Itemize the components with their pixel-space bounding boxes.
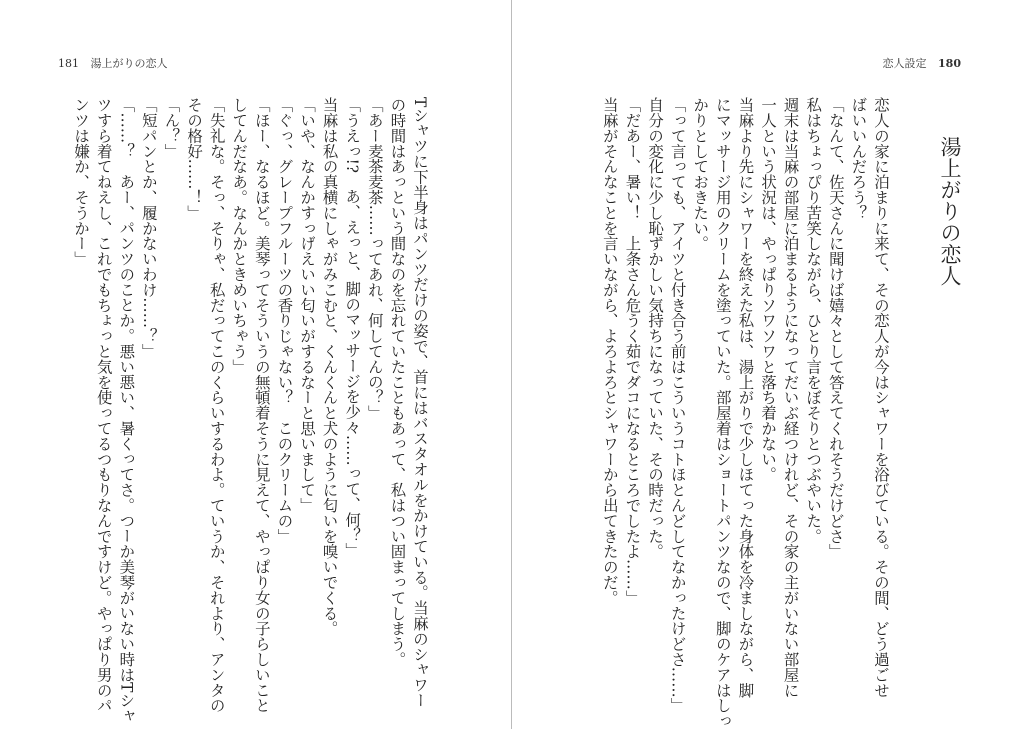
text-line: にマッサージ用のクリームを塗っていた。部屋着はショートパンツなので、脚のケアはしっ xyxy=(713,97,732,729)
text-line: ンツは嫌か、そうかー」 xyxy=(72,97,91,267)
text-line: ツすら着てねえし、これでもちょっと気を使ってるつもりなんですけど。やっぱり男のパ xyxy=(94,97,113,713)
text-line: Tシャツに下半身はパンツだけの姿で、首にはバスタオルをかけている。当麻のシャワー xyxy=(411,97,429,708)
text-line: ばいいんだろう？ xyxy=(849,97,868,221)
text-line: その格好……！」 xyxy=(185,97,204,221)
text-line: 当麻がそんなことを言いながら、よろよろとシャワーから出てきたのだ。 xyxy=(600,97,619,606)
left-page-body xyxy=(70,97,432,724)
text-line: 「ん？」 xyxy=(162,97,181,159)
text-line: 「……？ あー、パンツのことか。悪い悪い、暑くってさ。つーか美琴がいない時はTシャ xyxy=(117,97,136,724)
text-line: かりとしておきたい。 xyxy=(691,97,710,251)
text-line: 「なんて、佐天さんに聞けば嬉々として答えてくれそうだけどさ」 xyxy=(826,97,845,559)
right-page-body xyxy=(598,97,892,729)
text-line: 一人という状況は、やっぱりソワソワと落ち着かない。 xyxy=(759,97,778,482)
text-line: 「いや、なんかすっげえいい匂いがするなーと思いまして」 xyxy=(298,97,317,513)
text-line: 「って言っても、アイツと付き合う前はこういうコトほとんどしてなかったけどさ……」 xyxy=(668,97,687,713)
text-line: 当麻は私の真横にしゃがみこむと、くんくんと犬のように匂いを嗅いでくる。 xyxy=(320,97,339,636)
text-line: の時間はあっという間なのを忘れていたこともあって、私はつい固まってしまう。 xyxy=(388,97,407,667)
text-line: 恋人の家に泊まりに来て、その恋人が今はシャワーを浴びている。その間、どう過ごせ xyxy=(872,97,890,698)
page-number: 181 xyxy=(58,57,79,70)
running-head: 湯上がりの恋人 xyxy=(90,57,168,70)
left-page-header xyxy=(58,55,168,71)
text-line: 週末は当麻の部屋に泊まるようになってだいぶ経つけれど、その家の主がいない部屋に xyxy=(781,97,800,698)
chapter-title: 湯上がりの恋人 xyxy=(938,136,962,287)
text-line: 「ぐっ、グレープフルーツの香りじゃない？ このクリームの」 xyxy=(275,97,294,544)
right-page-header xyxy=(883,55,961,71)
text-line: 「うえっ!? あ、えっと、脚のマッサージを少々……って、何？」 xyxy=(343,97,362,559)
text-line: 「短パンとか、履かないわけ……？」 xyxy=(139,97,158,359)
page-number: 180 xyxy=(938,57,961,70)
right-page xyxy=(512,0,1023,729)
running-head: 恋人設定 xyxy=(882,57,927,70)
text-line: 当麻より先にシャワーを終えた私は、湯上がりで少しほてった身体を冷ましながら、脚 xyxy=(736,97,755,698)
text-line: 「だあー、暑い！ 上条さん危うく茹でダコになるところでしたよ……」 xyxy=(623,97,642,606)
text-line: 自分の変化に少し恥ずかしい気持ちになっていた、その時だった。 xyxy=(646,97,665,559)
text-line: 「あー麦茶麦茶……ってあれ、何してんの？」 xyxy=(365,97,384,421)
text-line: 私はちょっぴり苦笑しながら、ひとり言をぼそりとつぶやいた。 xyxy=(804,97,823,544)
text-line: 「失礼な。そっ、そりゃ、私だってこのくらいするわよ。ていうか、それより、アンタの xyxy=(207,97,226,713)
text-line: してんだなあ。なんかときめいちゃう」 xyxy=(230,97,249,375)
text-line: 「ほー、なるほど。美琴ってそういうの無頓着そうに見えて、やっぱり女の子らしいこと xyxy=(252,97,271,713)
